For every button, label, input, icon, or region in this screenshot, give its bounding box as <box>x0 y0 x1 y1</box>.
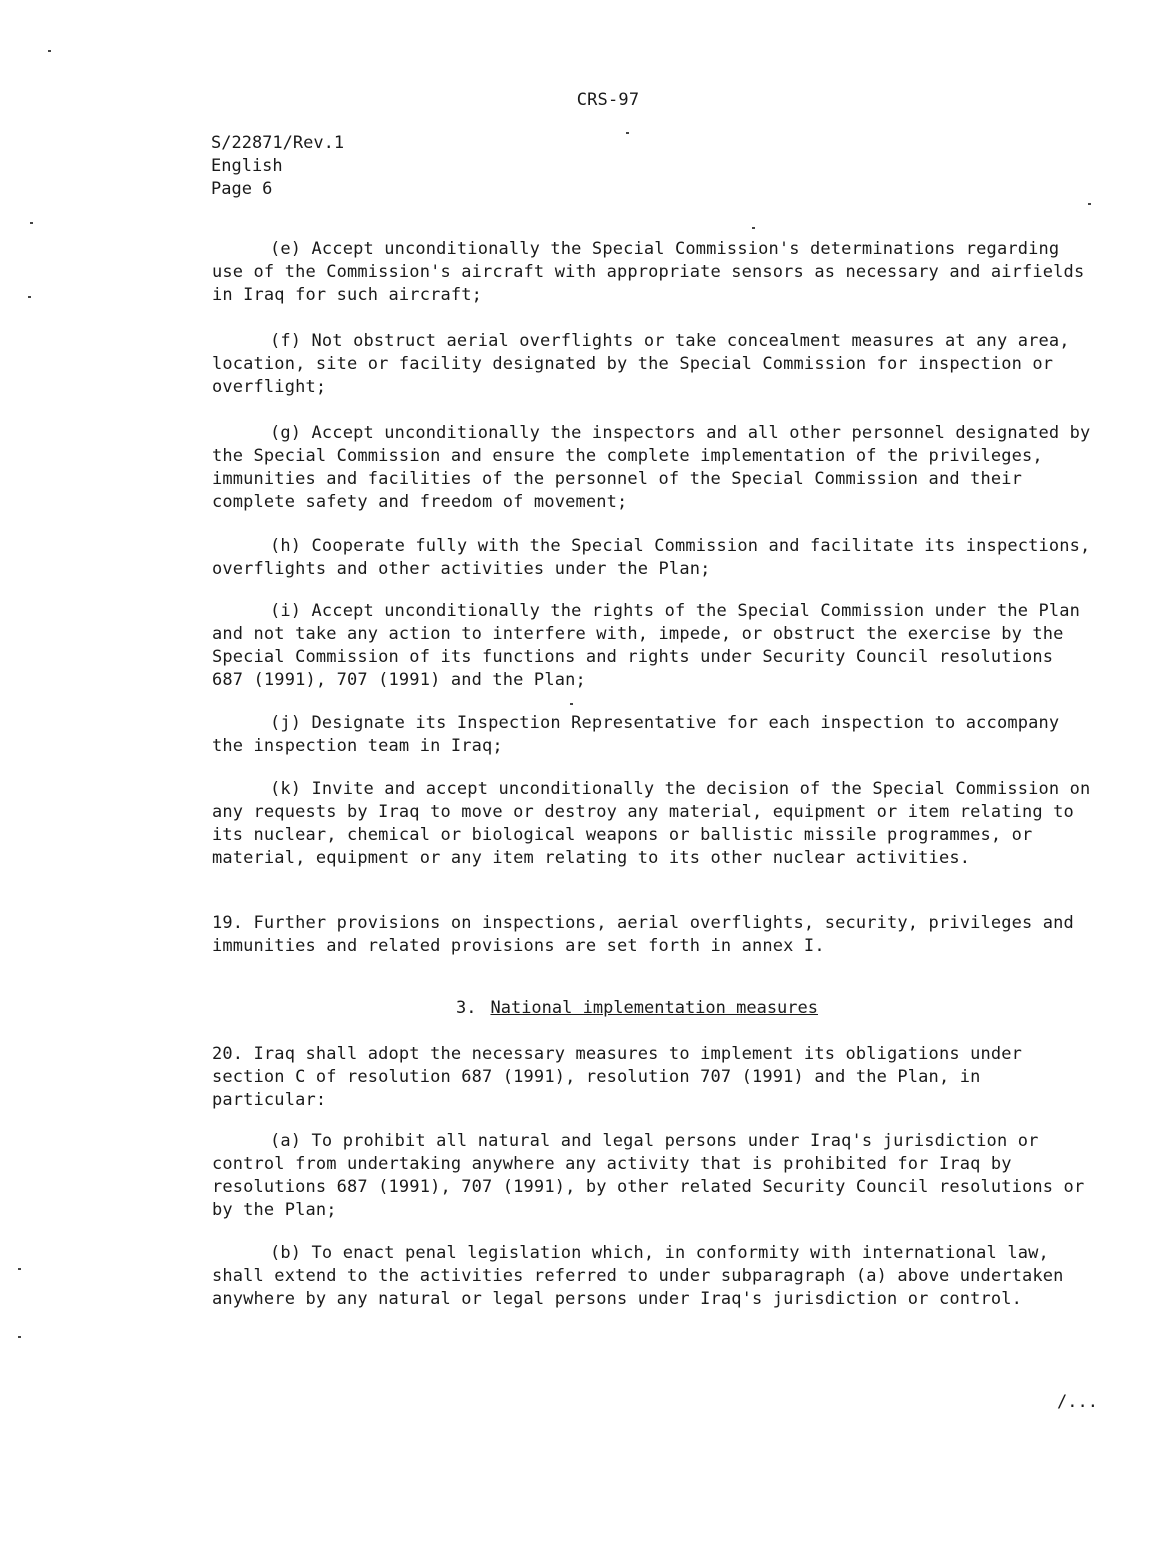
paragraph-i: (i) Accept unconditionally the rights of the Special Commission under the Plan and not take any action to interfere with, impede, or obstruct the exercise by the Special Commission of its functions and rights under Security Council resolutions 687 (1991), 707 (1991) and the Plan; <box>212 601 1081 690</box>
scan-speck <box>18 1268 21 1270</box>
scan-speck <box>48 50 51 52</box>
scan-speck <box>28 296 31 298</box>
document-symbol: S/22871/Rev.1 <box>211 133 345 153</box>
paragraph-b: (b) To enact penal legislation which, in conformity with international law, shall extend to the activities referred to under subparagraph (a) above undertaken anywhere by any natural or legal persons under Iraq's jurisdiction or control. <box>212 1243 1064 1309</box>
scan-speck <box>30 222 33 224</box>
section-title: National implementation measures <box>490 998 818 1018</box>
document-header <box>211 132 344 201</box>
scan-speck <box>752 227 755 229</box>
scan-speck <box>18 1336 21 1338</box>
document-page-number: Page 6 <box>211 179 273 199</box>
scan-speck <box>570 703 573 705</box>
section-number: 3. <box>456 998 477 1018</box>
paragraph-e: (e) Accept unconditionally the Special Commission's determinations regarding use of the Commission's aircraft with appropriate sensors as necessary and airfields in Iraq for such aircraft; <box>212 239 1085 305</box>
continuation-marker: /... <box>1057 1392 1098 1412</box>
paragraph-20: 20. Iraq shall adopt the necessary measures to implement its obligations under section C of resolution 687 (1991), resolution 707 (1991) and the Plan, in particular: <box>212 1044 1023 1110</box>
paragraph-k: (k) Invite and accept unconditionally the decision of the Special Commission on any requests by Iraq to move or destroy any material, equipment or item relating to its nuclear, chemical or biological weapons or ballistic missile programmes, or material, equipment or any item relating to its other nuclear activities. <box>212 779 1091 868</box>
paragraph-h: (h) Cooperate fully with the Special Commission and facilitate its inspections, overflights and other activities under the Plan; <box>212 536 1091 579</box>
paragraph-f: (f) Not obstruct aerial overflights or take concealment measures at any area, location, site or facility designated by the Special Commission for inspection or overflight; <box>212 331 1070 397</box>
section-heading <box>456 998 818 1018</box>
crs-page-label: CRS-97 <box>576 90 640 110</box>
paragraph-g: (g) Accept unconditionally the inspectors and all other personnel designated by the Special Commission and ensure the complete implementation of the privileges, immunities and facilities of the personnel of the Special Commission and their complete safety and freedom of movement; <box>212 423 1091 512</box>
scan-speck <box>626 132 629 134</box>
paragraph-j: (j) Designate its Inspection Representative for each inspection to accompany the inspection team in Iraq; <box>212 713 1060 756</box>
document-language: English <box>211 156 283 176</box>
paragraph-a: (a) To prohibit all natural and legal persons under Iraq's jurisdiction or control from undertaking anywhere any activity that is prohibited for Iraq by resolutions 687 (1991), 707 (1991), by other related Security Council resolutions or by the Plan; <box>212 1131 1085 1220</box>
paragraph-19: 19. Further provisions on inspections, aerial overflights, security, privileges and immunities and related provisions are set forth in annex I. <box>212 913 1074 956</box>
scan-speck <box>1088 203 1091 205</box>
